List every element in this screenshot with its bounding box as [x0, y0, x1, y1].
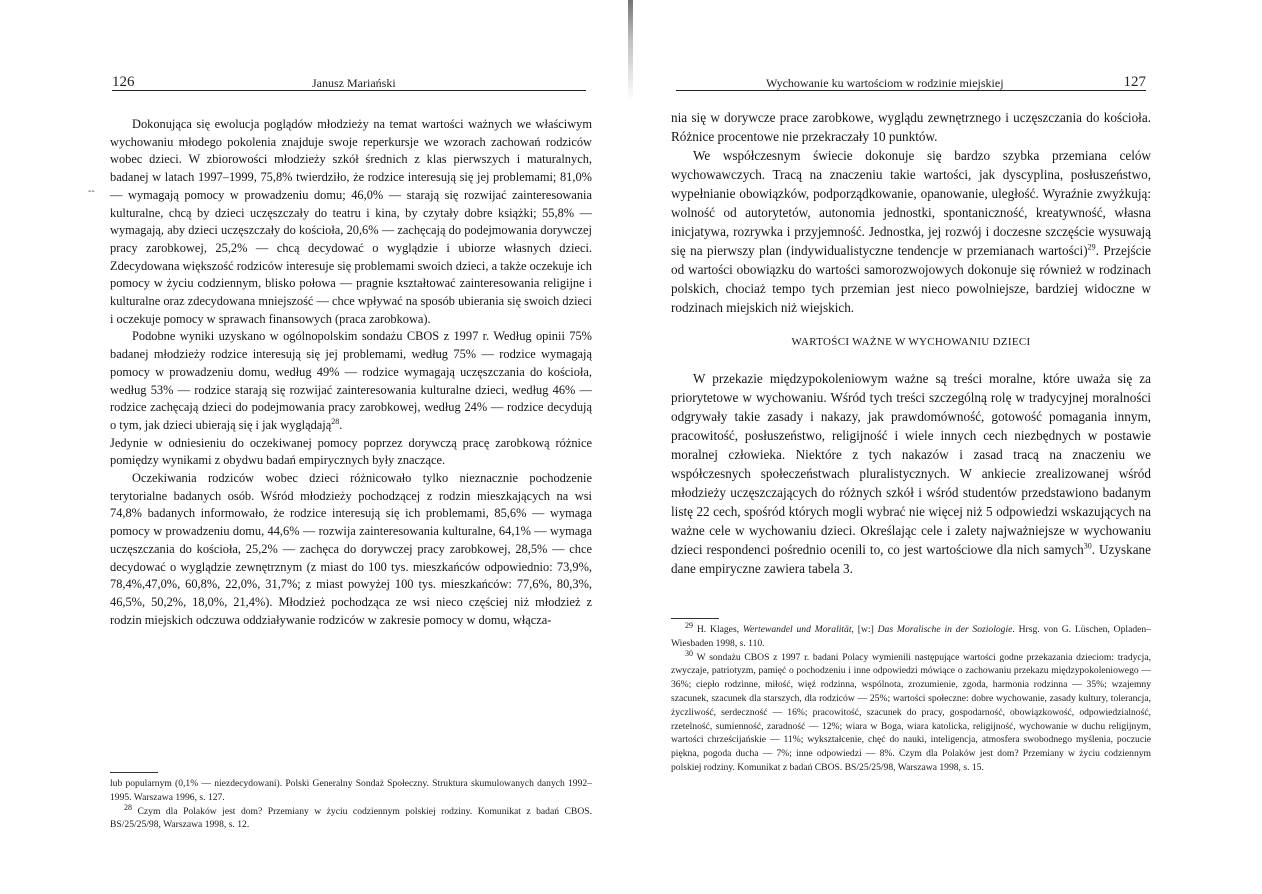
running-head-right: Wychowanie ku wartościom w rodzinie miejskiej [766, 76, 1004, 90]
paragraph: Jedynie w odniesieniu do oczekiwanej pomocy poprzez dorywczą pracę zarobkową różnice pomiędzy wynikami z obydwu badań empirycznych były znaczące. [110, 435, 592, 468]
footnote-rule [671, 618, 719, 619]
right-header [676, 70, 1146, 91]
left-body-text [110, 116, 592, 629]
paragraph: nia się w dorywcze prace zarobkowe, wyglądu zewnętrznego i uczęszczania do kościoła. Różnice procentowe nie przekraczały 10 punktów. [671, 110, 1151, 144]
right-body-text [671, 108, 1151, 578]
right-page [631, 0, 1262, 894]
footnote-30: $^{30}$ W sondażu CBOS z 1997 r. badani Polacy wymienili następujące wartości godne przekazania dzieciom: tradycja, zwyczaje, patriotyzm, pamięć o pochodzeniu i inne odpowiedzi mówiące o zachowaniu przekazu międzypokoleniowego — 36%; ciepło rodzinne, miłość, więź rodzinna, wspólnota, zrozumienie, zgoda, harmonia rodzinna — 35%; wzajemny szacunek, szacunek dla starszych, dla rodziców — 25%; wartości społeczne: dobre wychowanie, zasady kultury, tolerancja, życzliwość, serdeczność — 16%; pracowitość, szacunek do pracy, gospodarność, obowiązkowość, odpowiedzialność, rzetelność, sumienność, zaradność — 12%; wiara w Boga, wiara katolicka, religijność, wychowanie w duchu religijnym, wartości chrześcijańskie — 11%; wykształcenie, chęć do nauki, inteligencja, atmosfera swobodnego myślenia, poczucie piękna, pogoda ducha — 7%; inne odpowiedzi — 8%. Czym dla Polaków jest dom? Przemiany w życiu codziennym polskiej rodziny. Komunikat z badań CBOS. BS/25/25/98, Warszawa 1998, s. 15. [671, 648, 1151, 773]
footnote-ref: 30 [1083, 541, 1092, 551]
footnote-29: $^{29}$ H. Klages, Wertewandel und Moralität, [w:] Das Moralische in der Soziologie. Hrsg. von G. Lüschen, Opladen–Wiesbaden 1998, s. 110. [671, 620, 1151, 649]
running-head-left: Janusz Mariański [312, 76, 396, 90]
footnote-ref: 28 [331, 416, 340, 426]
footnote: lub popularnym (0,1% — niezdecydowani). Polski Generalny Sondaż Społeczny. Struktura skumulowanych danych 1992–1995. Warszawa 1996, s. 127. [110, 778, 592, 803]
page-number-left: 126 [112, 74, 135, 90]
footnote-ref: 29 [1087, 242, 1096, 252]
left-header [112, 70, 586, 91]
margin-mark: -- [88, 186, 95, 197]
paragraph: W przekazie międzypokoleniowym ważne są treści moralne, które uważa się za priorytetowe w wychowaniu. Wśród tych treści szczególną rolę w tradycyjnej moralności odgrywały takie zasady i nakazy, jak prawdomówność, gotowość pomagania innym, pracowitość, posłuszeństwo, religijność i wiele innych cech niezbędnych w postawie moralnej człowieka. Niektóre z tych nakazów i zasad tracą na znaczeniu we współczesnych społeczeństwach pluralistycznych. W ankiecie zrealizowanej wśród młodzieży uczęszczających do różnych szkół i wśród studentów przedstawiono badanym listę 22 cech, spośród których mogli wybrać nie więcej niż 5 odpowiedzi wskazujących na ważne cele w wychowaniu dzieci. Określając cele i zalety najważniejsze w wychowaniu dzieci respondenci pośrednio ocenili to, co jest wartościowe dla nich samych$^{30}$. Uzyskane dane empiryczne zawiera tabela 3. [671, 370, 1152, 576]
footnote-28: $^{28}$ Czym dla Polaków jest dom? Przemiany w życiu codziennym polskiej rodziny. Komunikat z badań CBOS. BS/25/25/98, Warszawa 1998, s. 12. [110, 802, 592, 831]
section-title: WARTOŚCI WAŻNE W WYCHOWANIU DZIECI [791, 336, 1031, 348]
paragraph: Oczekiwania rodziców wobec dzieci różnicowało tylko nieznacznie pochodzenie terytorialne badanych osób. Wśród młodzieży pochodzącej z rodzin mieszkających na wsi 74,8% badanych informowało, że rodzice interesują się ich problemami, 85,6% — wymaga pomocy w prowadzeniu domu, 44,6% — rozwija zainteresowania kulturalne, 64,1% — wymaga uczęszczania do kościoła, 25,2% — zachęca do dorywczej pracy zarobkowej, 28,5% — chce decydować o wyglądzie zewnętrznym (z miast do 100 tys. mieszkańców odpowiednio: 73,9%, 78,4%,47,0%, 60,8%, 22,0%, 31,7%; z miast powyżej 100 tys. mieszkańców: 77,6%, 80,3%, 46,5%, 50,2%, 18,0%, 21,4%). Młodzież pochodząca ze wsi nieco częściej niż młodzież z rodzin miejskich odczuwa oddziaływanie rodziców w zakresie pomocy w domu, włącza- [110, 471, 592, 627]
right-footnotes [671, 618, 1151, 775]
paragraph: Dokonująca się ewolucja poglądów młodzieży na temat wartości ważnych we właściwym wychowaniu młodego pokolenia znajduje swoje reperkursje we wzorach zachowań rodziców wobec dzieci. W zbiorowości młodzieży szkół średnich z klas pierwszych i maturalnych, badanej w latach 1997–1999, 75,8% twierdziło, że rodzice interesują się jej problemami; 81,0% — wymagają pomocy w prowadzeniu domu; 46,0% — starają się rozwijać zainteresowania kulturalne, chcą by dzieci uczęszczały do teatru i kina, by czytały dobre książki; 55,8% — wymagają, aby dzieci uczęszczały do kościoła, 20,6% — zachęcają do podejmowania dorywczej pracy zarobkowej, 25,2% — chcą decydować o wyglądzie i ubiorze własnych dzieci. Zdecydowana większość rodziców interesuje się problemami swoich dzieci, a także oczekuje ich pomocy w życiu codziennym, blisko połowa — pragnie kształtować zainteresowania religijne i kulturalne oraz zdecydowana mniejszość — chce wpływać na sposób ubierania się swoich dzieci i oczekuje pomocy w sprawach finansowych (praca zarobkowa). [110, 117, 592, 326]
page-number-right: 127 [1123, 74, 1146, 90]
footnote-rule [110, 772, 158, 773]
paragraph: We współczesnym świecie dokonuje się bardzo szybka przemiana celów wychowawczych. Tracą na znaczeniu takie wartości, jak dyscyplina, posłuszeństwo, wypełnianie obowiązków, podporządkowanie, opanowanie, uległość. Wyraźnie zwyżkują: wolność od autorytetów, autonomia jednostki, spontaniczność, kreatywność, własna inicjatywa, rozrywka i przyjemność. Jednostka, jej rozwój i doczesne szczęście wysuwają się na pierwszy plan (indywidualistyczne tendencje w przemianach wartości)$^{29}$. Przejście od wartości obowiązku do wartości samorozwojowych dokonuje się również w rodzinach polskich, chociaż tempo tych przemian jest nieco powolniejsze, bardziej widoczne w rodzinach miejskich niż wiejskich. [671, 148, 1151, 315]
left-footnotes [110, 772, 592, 832]
paragraph: Podobne wyniki uzyskano w ogólnopolskim sondażu CBOS z 1997 r. Według opinii 75% badanej młodzieży rodzice interesują się jej problemami, według 75% — rodzice wymagają pomocy w prowadzeniu domu, według 49% — rodzice wymagają uczęszczania do kościoła, według 53% — rodzice starają się rozwijać zainteresowania kulturalne dzieci, według 46% — rodzice zachęcają dzieci do podejmowania pracy zarobkowej, według 24% — rodzice decydują o tym, jak dzieci ubierają się i jak wyglądają$^{28}$. [110, 329, 592, 432]
